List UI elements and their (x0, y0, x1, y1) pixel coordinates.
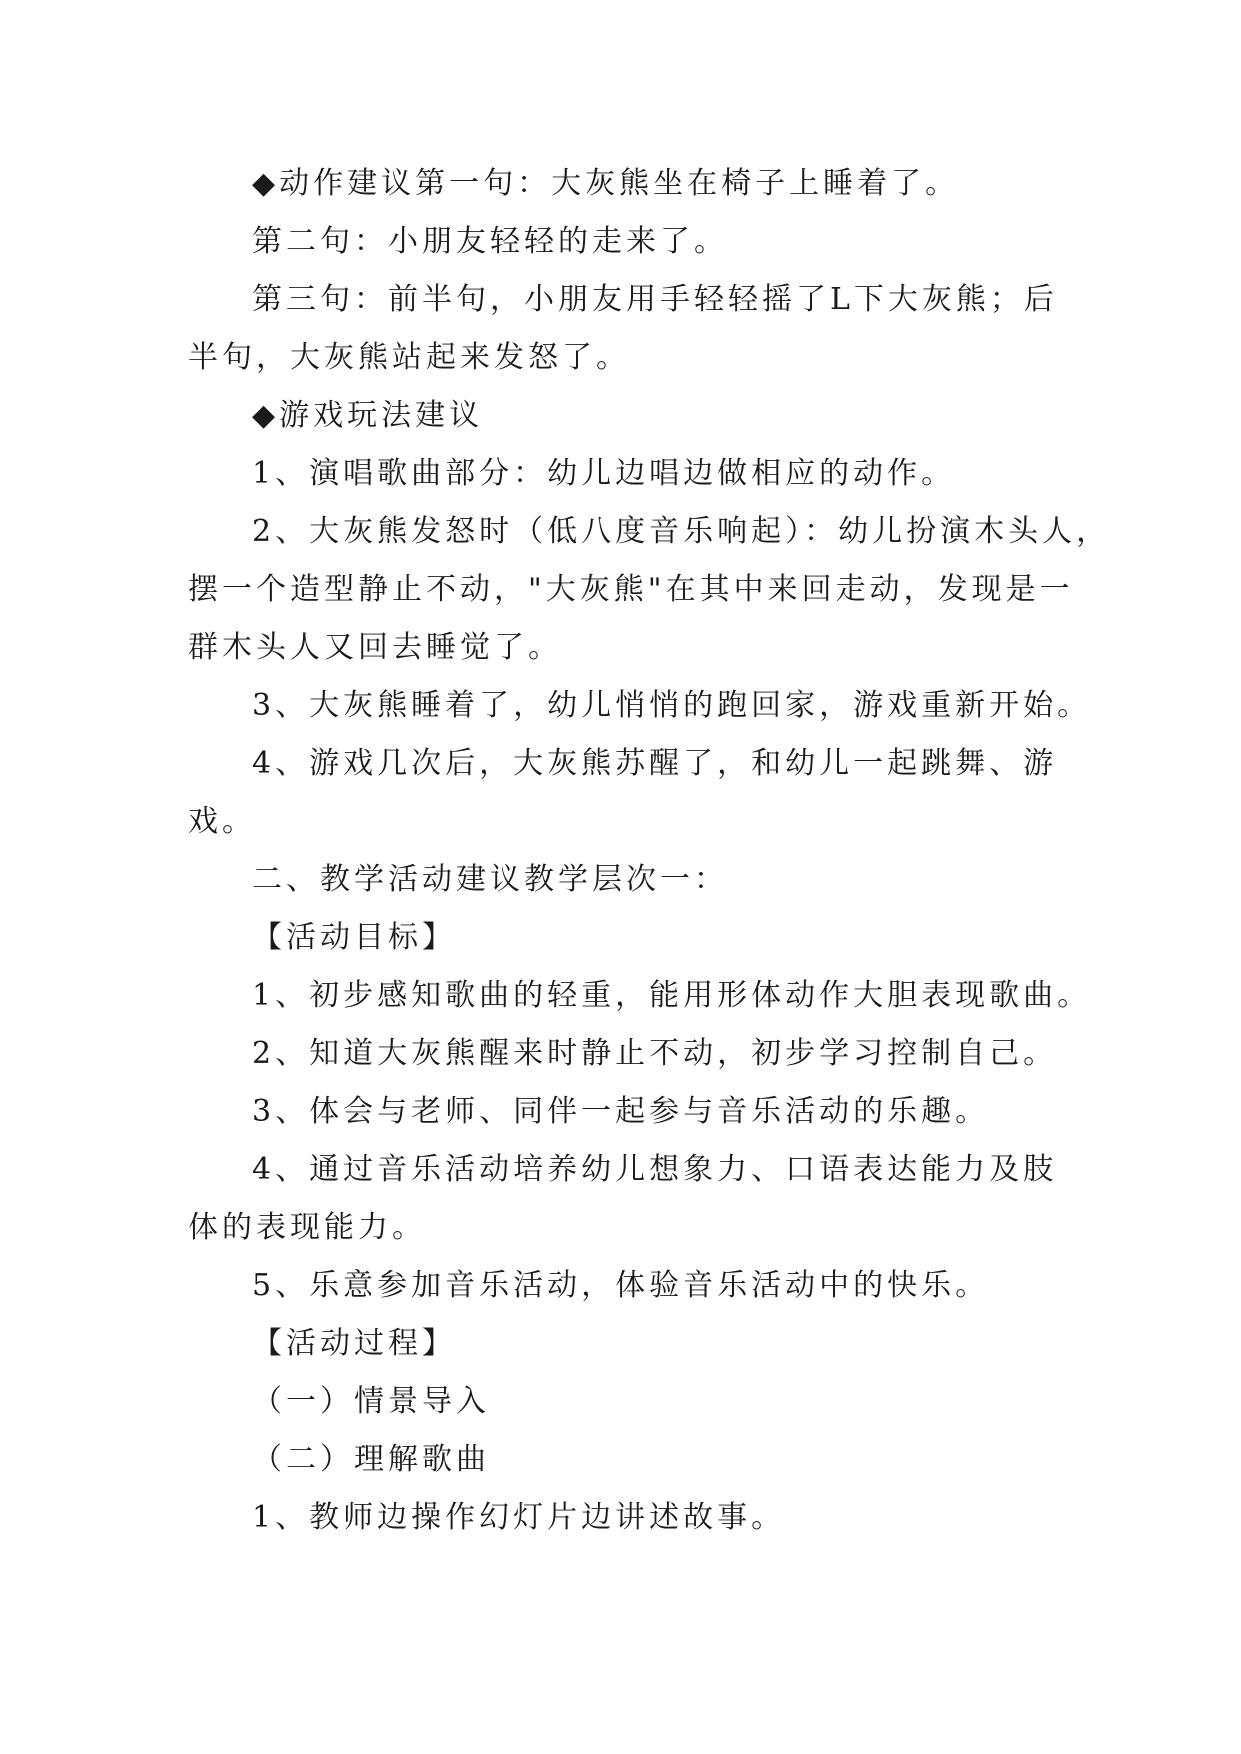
text-line: 半句，大灰熊站起来发怒了。 (188, 340, 630, 375)
text-line: 体的表现能力。 (188, 1210, 426, 1245)
paragraph-action-line-3 (188, 271, 1058, 387)
text-line: ◆动作建议第一句：大灰熊坐在椅子上睡着了。 (252, 166, 960, 201)
text-line: 3、体会与老师、同伴一起参与音乐活动的乐趣。 (252, 1094, 990, 1129)
paragraph-goal-3 (188, 1083, 1058, 1141)
paragraph-game-item-4 (188, 735, 1058, 851)
paragraph-goal-1 (188, 967, 1092, 1025)
paragraph-game-heading (188, 387, 1058, 445)
subheading-activity-goals (188, 909, 1058, 967)
document-body (188, 155, 1111, 1547)
text-line: 第三句：前半句，小朋友用手轻轻摇了L下大灰熊；后 (252, 282, 1058, 317)
text-line: 第二句：小朋友轻轻的走来了。 (252, 224, 728, 259)
text-line: ◆游戏玩法建议 (252, 398, 484, 433)
paragraph-process-step-1 (188, 1373, 1058, 1431)
text-line: 群木头人又回去睡觉了。 (188, 630, 562, 665)
paragraph-goal-5 (188, 1257, 1058, 1315)
text-line: （二）理解歌曲 (252, 1442, 490, 1477)
text-line: 【活动过程】 (252, 1326, 456, 1361)
text-line: 2、知道大灰熊醒来时静止不动，初步学习控制自己。 (252, 1036, 1058, 1071)
paragraph-goal-2 (188, 1025, 1058, 1083)
paragraph-process-step-2 (188, 1431, 1058, 1489)
paragraph-action-line-2 (188, 213, 1058, 271)
text-line: （一）情景导入 (252, 1384, 490, 1419)
text-line: 1、初步感知歌曲的轻重，能用形体动作大胆表现歌曲。 (252, 978, 1092, 1013)
text-line: 【活动目标】 (252, 920, 456, 955)
paragraph-game-item-3 (188, 677, 1092, 735)
paragraph-game-item-2 (188, 503, 1111, 677)
paragraph-goal-4 (188, 1141, 1058, 1257)
text-line: 戏。 (188, 804, 256, 839)
text-line: 4、通过音乐活动培养幼儿想象力、口语表达能力及肢 (252, 1152, 1058, 1187)
text-line: 1、教师边操作幻灯片边讲述故事。 (252, 1500, 786, 1535)
paragraph-action-line-1 (188, 155, 1058, 213)
text-line: 5、乐意参加音乐活动，体验音乐活动中的快乐。 (252, 1268, 990, 1303)
text-line: 1、演唱歌曲部分：幼儿边唱边做相应的动作。 (252, 456, 956, 491)
text-line: 4、游戏几次后，大灰熊苏醒了，和幼儿一起跳舞、游 (252, 746, 1058, 781)
text-line: 3、大灰熊睡着了，幼儿悄悄的跑回家，游戏重新开始。 (252, 688, 1092, 723)
section-heading-teaching (188, 851, 1058, 909)
text-line: 二、教学活动建议教学层次一： (252, 862, 728, 897)
text-line: 摆一个造型静止不动，"大灰熊"在其中来回走动，发现是一 (188, 572, 1074, 607)
paragraph-process-item-1 (188, 1489, 1058, 1547)
paragraph-game-item-1 (188, 445, 1058, 503)
subheading-activity-process (188, 1315, 1058, 1373)
text-line: 2、大灰熊发怒时（低八度音乐响起）：幼儿扮演木头人， (252, 514, 1111, 549)
